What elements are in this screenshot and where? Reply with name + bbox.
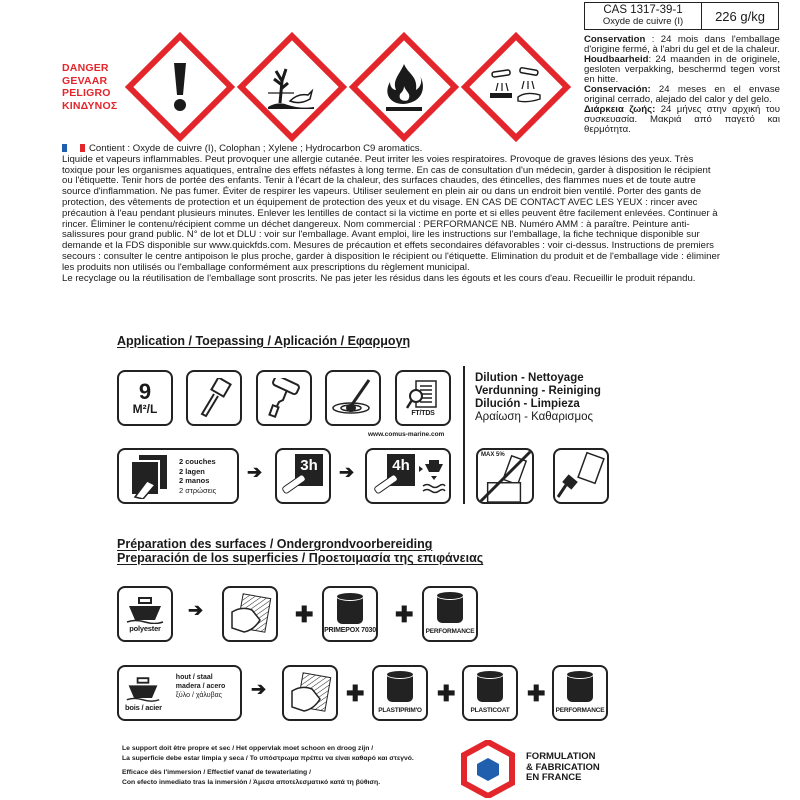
contains-text: Contient : Oxyde de cuivre (I), Colophan ; Xylene ; Hydrocarbon C9 aromatics. [89,143,423,154]
made-in-france-logo [461,740,515,800]
badge-line: EN FRANCE [526,772,582,783]
substrate-label: bois / acier [125,702,162,712]
corrosion-icon [481,52,551,122]
white-spirit-tile [553,448,609,504]
ghs-corrosive-pictogram [461,32,571,142]
coats-es: 2 manos [179,476,210,485]
note-line: Efficace dès l'immersion / Effectief vanaf de tewaterlating / [122,769,311,776]
badge-line: FORMULATION [526,751,596,762]
conservation-fr [584,35,780,55]
max-dilution-tile [476,448,534,504]
cas-cell [585,3,702,29]
paint-can-icon [437,593,463,623]
dilution-text [475,372,601,424]
signal-word-el: ΚΙΝΔΥΝΟΣ [62,99,118,112]
signal-word-es: PELIGRO [62,87,111,100]
preparation-title [117,537,483,565]
sanding-hand-icon [288,671,332,715]
dilution-nl: Verdunning - Reiniging [475,385,601,397]
note-line: Con efecto inmediato tras la inmersión / Άμεσα αποτελεσματικό κατά τη βύθιση. [122,778,381,786]
product-tile-performance [552,665,608,721]
dilution-el: Αραίωση - Καθαρισμος [475,411,594,423]
product-label: PLASTICOAT [470,707,510,714]
stir-tile [325,370,381,426]
coats-text [179,457,216,495]
drying-time-1-tile [275,448,331,504]
substrate-nl: hout / staal [175,673,213,681]
conservation-label: Conservación: [584,84,651,95]
flame-icon [369,52,439,122]
tds-tile[interactable] [395,370,451,426]
arrow-right-icon: ➔ [251,679,267,699]
stirring-icon [331,378,375,418]
conservation-body: 24 μήνες στην αρχική του συσκευασία. Μακριά από παγετό και θερμότητα. [584,104,780,135]
signal-word-nl: GEVAAR [62,74,108,87]
exclamation-icon [145,52,215,122]
preparation-title-line-1: Préparation des surfaces / Ondergrondvoorbereiding [117,537,433,551]
plus-icon: ✚ [395,602,414,627]
application-title: Application / Toepassing / Aplicación / Εφαρμογη [117,334,411,348]
product-tile-primepox [322,586,378,642]
coverage-unit: M²/L [132,402,158,416]
plus-icon: ✚ [437,681,456,706]
conservation-el [584,105,780,135]
technical-sheet-icon [406,380,440,410]
coats-tile [117,448,239,504]
paint-roller-icon [265,378,303,418]
substrate-el: ξύλο / χάλυβας [175,691,223,699]
drying-time-2-tile [365,448,451,504]
note-line: Le support doit être propre et sec / Het oppervlak moet schoon en droog zijn / [122,745,374,752]
badge-line: & FABRICATION [526,761,600,773]
legal-text [62,144,722,284]
paint-can-icon [567,672,593,702]
substrate-es: madera / acero [175,682,226,690]
dilution-es: Dilución - Limpieza [475,398,580,410]
preparation-notes [122,744,414,787]
layers-brush-icon [125,453,171,499]
paint-can-icon [387,672,413,702]
substance-name: Oxyde de cuivre (I) [602,16,684,27]
french-flag-icon [62,143,89,154]
conservation-label: Διάρκεια ζωής: [584,104,656,115]
coats-fr: 2 couches [179,457,216,466]
coats-el: 2 στρώσεις [179,485,217,495]
sanding-tile [222,586,278,642]
signal-word-fr: DANGER [62,62,109,74]
wood-steel-substrate-tile [117,665,242,721]
note-line: La superficie debe estar limpia y seca / Το υπόστρωμα πρέπει να είναι καθαρό και στεγνό. [122,754,414,762]
drying-time-2: 4h [387,454,415,486]
made-in-france-text [526,752,600,784]
conservation-text [584,35,780,135]
sanding-tile [282,665,338,721]
ghs-environment-pictogram [237,32,347,142]
website-link[interactable]: www.comus-marine.com [368,431,445,438]
paint-can-icon [337,594,363,624]
product-tile-performance [422,586,478,642]
ghs-exclamation-pictogram [125,32,235,142]
polyester-label: polyester [129,623,161,633]
roller-tile [256,370,312,426]
product-label: PLASTIPRIM'O [378,707,422,714]
white-spirit-brush-icon [556,451,606,501]
concentration: 226 g/kg [715,8,765,24]
paint-can-icon [477,672,503,702]
recycling-statement: Le recyclage ou la réutilisation de l'emballage sont proscrits. Ne pas jeter les résidus dans les égouts et les cours d'eau. Recueillir le produit répandu. [62,272,696,284]
tds-label: FT/TDS [411,409,435,417]
conservation-body: : 24 maanden in de originele, gesloten verpakking, beschermd tegen vorst en hitte. [584,54,780,85]
conservation-es [584,85,780,105]
paintbrush-icon [196,378,232,418]
plus-icon: ✚ [527,681,546,706]
divider [463,366,465,504]
conservation-label: Conservation [584,34,646,45]
coverage-value: 9 [138,379,152,404]
roller-dry-icon [373,454,417,498]
boat-icon [125,675,161,703]
signal-words [62,62,117,112]
conservation-nl [584,55,780,85]
coats-nl: 2 lagen [179,466,205,476]
conservation-body: : 24 mois dans l'emballage d'origine fermé, à l'abri du gel et de la chaleur. [584,34,780,55]
product-label: PRIMEPOX 7030 [324,626,376,634]
conservation-label: Houdbaarheid [584,54,649,65]
cas-number: CAS 1317-39-1 [603,4,683,16]
plus-icon: ✚ [295,602,314,627]
composition-box [584,2,779,30]
plus-icon: ✚ [346,681,365,706]
product-tile-plasticoat [462,665,518,721]
roller-dry-icon [281,454,325,498]
product-label: PERFORMANCE [425,628,475,635]
sanding-hand-icon [228,592,272,636]
conservation-body: 24 meses en el envase original cerrado, alejado del calor y del gelo. [584,84,780,105]
polyester-substrate-tile [117,586,173,642]
hazard-statements: Liquide et vapeurs inflammables. Peut provoquer une allergie cutanée. Peut irriter les voies respiratoires. Provoque de graves lésions des yeux. Très toxique pour les organismes aquatiques, entraîne des effets néfastes à long terme. En cas de consultation d'un médecin, garder à disposition le récipient ou l'étiquette. Tenir hors de portée des enfants. Tenir à l'écart de la chaleur, des surfaces chaudes, des étincelles, des flammes nues et de toute autre source d'inflammation. Ne pas fumer. Éviter de respirer les vapeurs. Utiliser seulement en plein air ou dans un endroit bien ventilé. Porter des gants de protection, des vêtements de protection et un équipement de protection des yeux et du visage. EN CAS DE CONTACT AVEC LES YEUX : rincer avec précaution à l'eau pendant plusieurs minutes. Enlever les lentilles de contact si la victime en porte et si elles peuvent être facilement enlevées. Continuer à rincer. Éliminer le contenu/récipient comme un déchet dangereux. Nom commercial : PERFORMANCE NB. Numéro AMM : à paraître. Peinture anti-salissures pour grand public. N° de lot et DLU : voir sur l'emballage. Avant emploi, lire les instructions sur l'emballage, la fiche technique disponible sur demande et la FDS disponible sur www.quickfds.com. Mesures de précaution et effets secondaires défavorables : voir ci-dessus. Instructions de premiers secours : consulter le centre antipoison le plus proche, garder à disposition le récipient ou l'étiquette. Elimination du produit et de l'emballage vide : éliminer les produits non utilisés ou l'emballage conformément aux prescriptions du règlement municipal. [62,153,721,273]
dead-tree-fish-icon [257,52,327,122]
coverage-tile [117,370,173,426]
substrate-icon-group [125,675,162,712]
product-label: PERFORMANCE [555,707,605,714]
brush-tile [186,370,242,426]
substrate-translations [176,673,225,700]
boat-immersion-icon [417,456,447,496]
arrow-right-icon: ➔ [247,462,263,482]
boat-icon [125,596,165,624]
ghs-flammable-pictogram [349,32,459,142]
preparation-title-line-2: Preparación de los superficies / Προετοιμασία της επιφάνειας [117,551,484,565]
drying-time-1: 3h [295,454,323,486]
product-tile-plastiprim [372,665,428,721]
dilution-fr: Dilution - Nettoyage [475,372,584,384]
arrow-right-icon: ➔ [188,600,204,620]
max-dilution-label: MAX 5% [481,452,505,458]
arrow-right-icon: ➔ [339,462,355,482]
hexagon-logo-icon [461,740,515,798]
